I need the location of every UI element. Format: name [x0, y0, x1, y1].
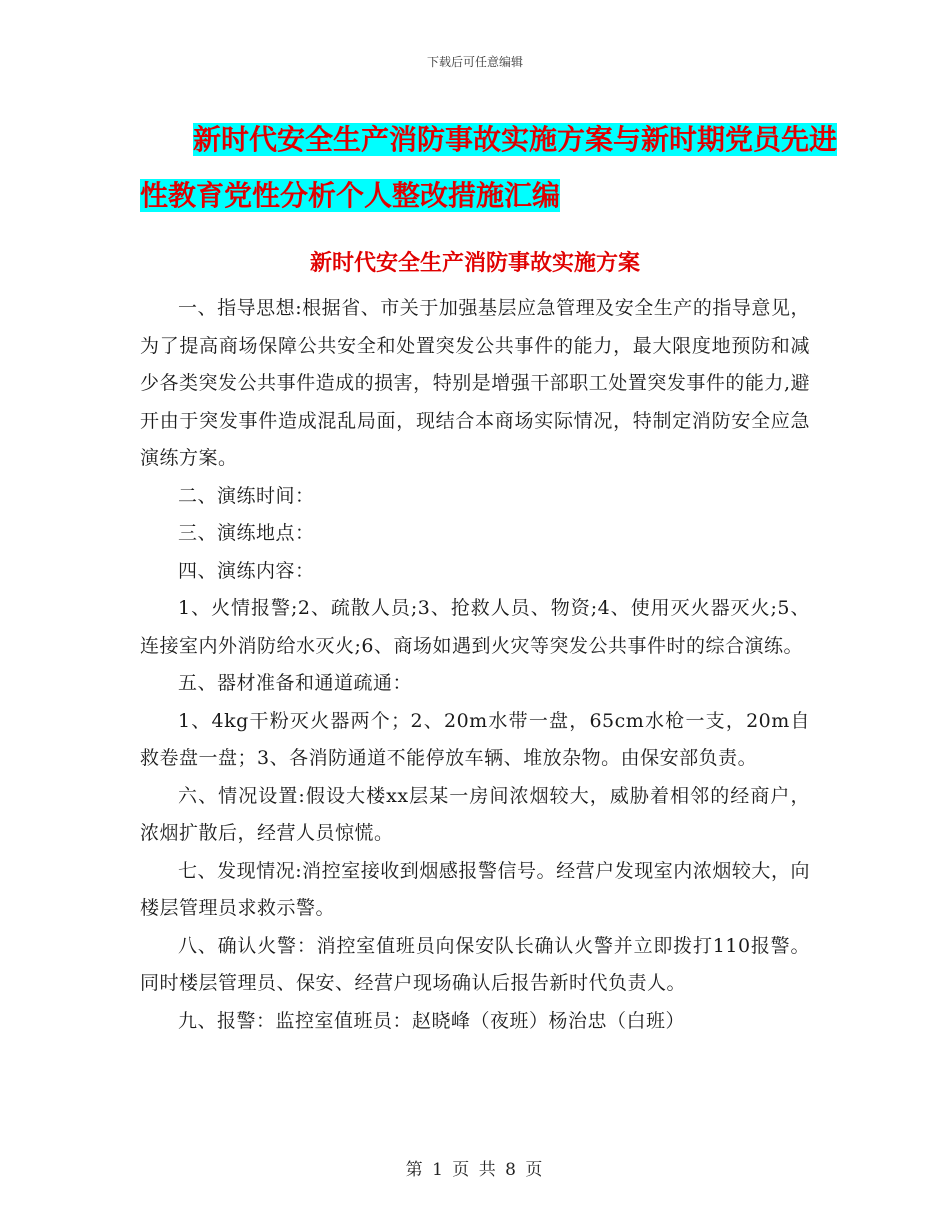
header-note: 下载后可任意编辑	[426, 55, 523, 69]
paragraph: 一、指导思想:根据省、市关于加强基层应急管理及安全生产的指导意见，为了提高商场保障公共安全和处置突发公共事件的能力，最大限度地预防和减少各类突发公共事件造成的损害，特别是增强干部职工处置突发事件的能力,避开由于突发事件造成混乱局面，现结合本商场实际情况，特制定消防安全应急演练方案。	[140, 297, 810, 469]
document-title	[0, 112, 950, 224]
paragraph: 七、发现情况:消控室接收到烟感报警信号。经营户发现室内浓烟较大，向楼层管理员求救示警。	[140, 859, 810, 919]
page-footer: 第 1 页 共 8 页	[405, 1160, 545, 1180]
section-title: 新时代安全生产消防事故实施方案	[309, 251, 640, 276]
title-line-1: 新时代安全生产消防事故实施方案与新时期党员先进	[193, 123, 838, 156]
paragraph: 四、演练内容：	[178, 559, 315, 582]
paragraph: 六、情况设置:假设大楼xx层某一房间浓烟较大，威胁着相邻的经商户，浓烟扩散后，经营人员惊慌。	[140, 784, 810, 844]
title-line-2: 性教育党性分析个人整改措施汇编	[140, 179, 561, 212]
paragraph: 二、演练时间：	[178, 484, 315, 507]
paragraph: 五、器材准备和通道疏通：	[178, 672, 413, 694]
paragraph: 1、4kg干粉灭火器两个；2、20m水带一盘，65cm水枪一支，20m自救卷盘一盘；3、各消防通道不能停放车辆、堆放杂物。由保安部负责。	[140, 709, 810, 769]
paragraph: 三、演练地点：	[178, 522, 315, 544]
body-content	[140, 290, 810, 1040]
paragraph: 九、报警：监控室值班员：赵晓峰（夜班）杨治忠（白班）	[178, 1009, 686, 1032]
paragraph: 1、火情报警;2、疏散人员;3、抢救人员、物资;4、使用灭火器灭火;5、连接室内外消防给水灭火;6、商场如遇到火灾等突发公共事件时的综合演练。	[140, 597, 810, 657]
paragraph: 八、确认火警：消控室值班员向保安队长确认火警并立即拨打110报警。同时楼层管理员、保安、经营户现场确认后报告新时代负责人。	[140, 934, 810, 994]
